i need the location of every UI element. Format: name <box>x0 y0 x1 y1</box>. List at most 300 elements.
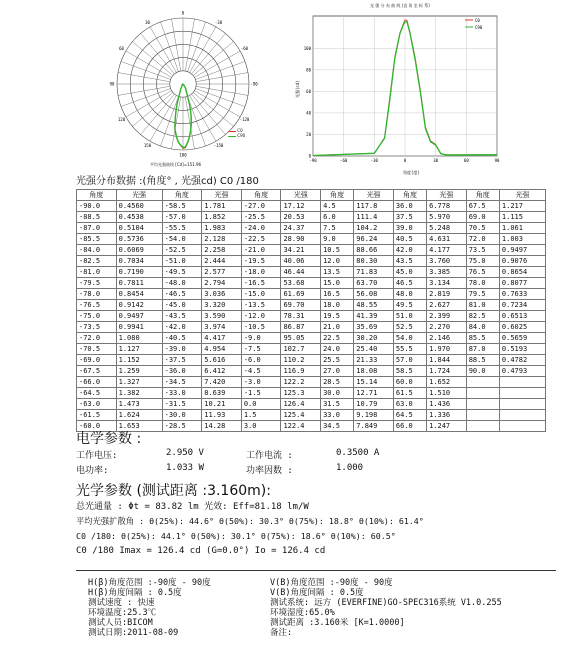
angle-cell: -1.5 <box>241 388 281 399</box>
angle-cell: -28.5 <box>162 421 202 432</box>
intensity-cell: 80.30 <box>354 256 394 267</box>
intensity-cell: 1.983 <box>202 223 242 234</box>
intensity-cell: 0.7034 <box>116 256 162 267</box>
column-header: 光强 <box>499 190 545 201</box>
intensity-cell <box>499 410 545 421</box>
intensity-cell: 56.08 <box>354 289 394 300</box>
angle-cell: -58.5 <box>162 201 202 212</box>
intensity-cell: 1.115 <box>499 212 545 223</box>
angle-cell: 69.0 <box>466 212 499 223</box>
intensity-cell: 4.417 <box>202 333 242 344</box>
intensity-cell: 1.327 <box>116 377 162 388</box>
intensity-cell: 1.003 <box>499 234 545 245</box>
angle-cell: 87.0 <box>466 344 499 355</box>
polar-spoke <box>195 89 245 107</box>
optical-title: 光学参数 (测试距离 :3.160m): <box>76 483 271 499</box>
intensity-cell: 4.631 <box>427 234 467 245</box>
intensity-cell: 2.258 <box>202 245 242 256</box>
intensity-cell: 0.5736 <box>116 234 162 245</box>
polar-spoke <box>194 51 240 77</box>
y-tick-label: 0 <box>308 153 311 159</box>
x-axis-label: 角度(度) <box>403 170 420 175</box>
angle-cell: 88.5 <box>466 355 499 366</box>
y-tick-label: 40 <box>306 110 311 116</box>
angle-cell: 46.5 <box>393 278 426 289</box>
column-header: 光强 <box>427 190 467 201</box>
polar-angle-label: 150 <box>143 142 152 148</box>
intensity-cell: 25.40 <box>354 344 394 355</box>
angle-cell <box>466 377 499 388</box>
angle-cell: 9.0 <box>321 234 354 245</box>
angle-cell: 10.5 <box>321 245 354 256</box>
angle-cell: 72.0 <box>466 234 499 245</box>
intensity-cell: 1.970 <box>427 344 467 355</box>
column-header: 角度 <box>321 190 354 201</box>
intensity-cell: 15.14 <box>354 377 394 388</box>
angle-cell: 79.5 <box>466 289 499 300</box>
table-row <box>77 201 546 212</box>
intensity-cell: 2.399 <box>427 311 467 322</box>
intensity-cell: 48.55 <box>354 300 394 311</box>
angle-cell: 52.5 <box>393 322 426 333</box>
angle-cell <box>466 410 499 421</box>
table-row <box>77 322 546 333</box>
footer-left <box>88 578 211 638</box>
intensity-cell: 116.9 <box>281 366 321 377</box>
power-label: 电功率: <box>76 466 109 476</box>
angle-cell: 19.5 <box>321 311 354 322</box>
intensity-cell: 2.577 <box>202 267 242 278</box>
angle-cell: -43.5 <box>162 311 202 322</box>
polar-spoke <box>121 61 171 79</box>
table-row <box>77 300 546 311</box>
angle-cell: -85.5 <box>77 234 117 245</box>
current-value: 0.3500 A <box>336 448 380 458</box>
intensity-cell: 110.2 <box>281 355 321 366</box>
intensity-cell: 0.9497 <box>116 311 162 322</box>
angle-cell: 84.0 <box>466 322 499 333</box>
intensity-cell <box>499 377 545 388</box>
angle-cell: -76.5 <box>77 300 117 311</box>
intensity-cell: 4.177 <box>427 245 467 256</box>
footer-distance: 测试距离 :3.160米 [K=1.0000] <box>270 618 405 628</box>
intensity-cell <box>499 421 545 432</box>
angle-cell: -63.0 <box>77 399 117 410</box>
intensity-cell: 0.9076 <box>499 256 545 267</box>
polar-spoke <box>150 95 176 141</box>
optical-beam-angle-avg: 平均光强扩散角 : θ(25%): 44.6° θ(50%): 30.3° θ(75%): 18.8° θ(10%): 61.4° <box>76 516 424 526</box>
angle-cell: -60.0 <box>77 421 117 432</box>
intensity-cell: 0.9142 <box>116 300 162 311</box>
polar-angle-label: 60 <box>119 46 124 51</box>
polar-spoke <box>118 86 170 95</box>
table-row <box>77 267 546 278</box>
intensity-cell: 7.420 <box>202 377 242 388</box>
intensity-cell: 2.794 <box>202 278 242 289</box>
intensity-cell: 3.320 <box>202 300 242 311</box>
angle-cell: 15.0 <box>321 278 354 289</box>
intensity-cell: 1.852 <box>202 212 242 223</box>
intensity-table <box>76 189 546 432</box>
angle-cell: 57.0 <box>393 355 426 366</box>
angle-cell: -66.0 <box>77 377 117 388</box>
angle-cell: 64.5 <box>393 410 426 421</box>
polar-spoke <box>185 19 194 71</box>
optical-flux-line: 总光通量 : Φt = 83.82 lm 光效: Eff=81.18 lm/W <box>76 502 309 512</box>
intensity-cell: 1.247 <box>427 421 467 432</box>
angle-cell: -42.0 <box>162 322 202 333</box>
angle-cell: -9.0 <box>241 333 281 344</box>
polar-spoke <box>194 91 240 117</box>
angle-cell: 31.5 <box>321 399 354 410</box>
angle-cell: -78.0 <box>77 289 117 300</box>
intensity-cell: 5.616 <box>202 355 242 366</box>
voltage-label: 工作电压: <box>76 451 118 461</box>
intensity-cell: 3.385 <box>427 267 467 278</box>
angle-cell: -16.5 <box>241 278 281 289</box>
intensity-cell: 28.90 <box>281 234 321 245</box>
power-value: 1.033 W <box>166 463 204 473</box>
footer-right <box>270 578 502 638</box>
cartesian-chart <box>295 8 505 178</box>
angle-cell: 4.5 <box>321 201 354 212</box>
column-header: 角度 <box>241 190 281 201</box>
footer-date: 测试日期:2011-08-09 <box>88 628 179 638</box>
footer-v-step: V(B)角度间隔 : 0.5度 <box>270 588 364 598</box>
angle-cell: 7.5 <box>321 223 354 234</box>
angle-cell: -46.5 <box>162 289 202 300</box>
intensity-cell: 86.87 <box>281 322 321 333</box>
polar-spoke <box>196 86 248 95</box>
intensity-cell: 1.653 <box>116 421 162 432</box>
intensity-cell: 125.4 <box>281 410 321 421</box>
angle-cell: -88.5 <box>77 212 117 223</box>
intensity-cell: 46.44 <box>281 267 321 278</box>
intensity-cell: 125.3 <box>281 388 321 399</box>
intensity-cell: 34.21 <box>281 245 321 256</box>
table-row <box>77 256 546 267</box>
intensity-cell: 10.21 <box>202 399 242 410</box>
polar-spoke <box>121 89 171 107</box>
angle-cell: -24.0 <box>241 223 281 234</box>
polar-spoke <box>132 42 172 76</box>
angle-cell: 42.0 <box>393 245 426 256</box>
legend-c0: C0 <box>475 18 480 23</box>
footer-operator: 测试人员:BICOM <box>88 618 153 628</box>
x-tick-label: 0 <box>403 158 407 163</box>
column-header: 光强 <box>202 190 242 201</box>
angle-cell: -10.5 <box>241 322 281 333</box>
cartesian-ticks <box>304 46 500 163</box>
intensity-cell: 71.83 <box>354 267 394 278</box>
angle-cell: 66.0 <box>393 421 426 432</box>
intensity-cell: 1.510 <box>427 388 467 399</box>
angle-cell: -75.0 <box>77 311 117 322</box>
angle-cell: -70.5 <box>77 344 117 355</box>
angle-cell: -54.0 <box>162 234 202 245</box>
intensity-cell: 1.436 <box>427 399 467 410</box>
angle-cell: 13.5 <box>321 267 354 278</box>
angle-cell <box>466 421 499 432</box>
intensity-cell: 5.248 <box>427 223 467 234</box>
intensity-cell: 0.9941 <box>116 322 162 333</box>
angle-cell: -57.0 <box>162 212 202 223</box>
angle-cell: -79.5 <box>77 278 117 289</box>
polar-spoke <box>195 61 245 79</box>
angle-cell: -51.0 <box>162 256 202 267</box>
footer-speed: 测试速度 : 快速 <box>88 598 155 608</box>
polar-angle-label: -120 <box>239 117 250 122</box>
intensity-cell <box>499 399 545 410</box>
angle-cell: -48.0 <box>162 278 202 289</box>
intensity-cell: 11.93 <box>202 410 242 421</box>
intensity-cell: 14.28 <box>202 421 242 432</box>
footer-temperature: 环境温度:25.3℃ <box>88 608 157 618</box>
intensity-cell: 18.08 <box>354 366 394 377</box>
intensity-cell: 104.2 <box>354 223 394 234</box>
angle-cell: 6.0 <box>321 212 354 223</box>
angle-cell: 28.5 <box>321 377 354 388</box>
angle-cell: 37.5 <box>393 212 426 223</box>
intensity-cell: 96.24 <box>354 234 394 245</box>
angle-cell: 0.0 <box>241 399 281 410</box>
table-row <box>77 311 546 322</box>
angle-cell: 1.5 <box>241 410 281 421</box>
polar-spoke <box>193 92 233 126</box>
table-row <box>77 212 546 223</box>
polar-spoke <box>188 22 206 72</box>
intensity-cell: 0.9497 <box>499 245 545 256</box>
intensity-cell: 6.412 <box>202 366 242 377</box>
intensity-cell: 0.6513 <box>499 311 545 322</box>
intensity-cell: 88.66 <box>354 245 394 256</box>
polar-spoke <box>191 94 225 134</box>
footer-humidity: 环境湿度:65.0% <box>270 608 335 618</box>
polar-angle-label: -30 <box>214 20 223 26</box>
angle-cell: -87.0 <box>77 223 117 234</box>
intensity-cell: 2.146 <box>427 333 467 344</box>
electrical-title: 电学参数 : <box>76 431 142 447</box>
angle-cell: -72.0 <box>77 333 117 344</box>
angle-cell: -37.5 <box>162 355 202 366</box>
intensity-cell: 1.127 <box>116 344 162 355</box>
angle-cell: -13.5 <box>241 300 281 311</box>
intensity-cell: 0.6025 <box>499 322 545 333</box>
pf-value: 1.000 <box>336 463 364 473</box>
intensity-cell: 0.7633 <box>499 289 545 300</box>
intensity-cell: 7.849 <box>354 421 394 432</box>
intensity-cell: 69.70 <box>281 300 321 311</box>
intensity-cell: 17.12 <box>281 201 321 212</box>
intensity-cell: 0.7811 <box>116 278 162 289</box>
table-row <box>77 399 546 410</box>
angle-cell: -45.0 <box>162 300 202 311</box>
column-header: 角度 <box>162 190 202 201</box>
angle-cell: 36.0 <box>393 201 426 212</box>
intensity-cell: 21.33 <box>354 355 394 366</box>
angle-cell: 82.5 <box>466 311 499 322</box>
intensity-cell: 0.7190 <box>116 267 162 278</box>
intensity-cell: 63.70 <box>354 278 394 289</box>
polar-caption: 平均光强曲线 [Cd]=151.96 <box>150 162 202 167</box>
table-row <box>77 333 546 344</box>
angle-cell: -49.5 <box>162 267 202 278</box>
intensity-cell: 126.4 <box>281 399 321 410</box>
angle-cell: 61.5 <box>393 388 426 399</box>
footer-remark: 备注: <box>270 628 293 638</box>
angle-cell: 16.5 <box>321 289 354 300</box>
angle-cell: 45.0 <box>393 267 426 278</box>
intensity-cell: 95.05 <box>281 333 321 344</box>
angle-cell: -36.0 <box>162 366 202 377</box>
angle-cell: 49.5 <box>393 300 426 311</box>
intensity-cell: 1.152 <box>116 355 162 366</box>
intensity-cell: 0.7234 <box>499 300 545 311</box>
angle-cell: 78.0 <box>466 278 499 289</box>
angle-cell: 18.0 <box>321 300 354 311</box>
angle-cell: -69.0 <box>77 355 117 366</box>
polar-spoke <box>118 73 170 82</box>
polar-spoke <box>126 51 172 77</box>
y-tick-label: 20 <box>306 131 311 137</box>
intensity-cell: 1.473 <box>116 399 162 410</box>
intensity-cell: 1.652 <box>427 377 467 388</box>
polar-spoke <box>190 95 216 141</box>
intensity-cell: 1.336 <box>427 410 467 421</box>
intensity-cell: 0.5659 <box>499 333 545 344</box>
polar-spoke <box>141 33 175 73</box>
intensity-cell: 40.06 <box>281 256 321 267</box>
x-tick-label: 60 <box>463 158 469 163</box>
intensity-cell: 0.5193 <box>499 344 545 355</box>
intensity-cell: 8.639 <box>202 388 242 399</box>
intensity-cell: 20.53 <box>281 212 321 223</box>
angle-cell: 12.0 <box>321 256 354 267</box>
intensity-cell: 117.8 <box>354 201 394 212</box>
angle-cell: 60.0 <box>393 377 426 388</box>
angle-cell: -21.0 <box>241 245 281 256</box>
footer-h-step: H(β)角度间隔 : 0.5度 <box>88 588 182 598</box>
polar-legend-c90: C90 <box>237 133 246 138</box>
angle-cell: 21.0 <box>321 322 354 333</box>
angle-cell: -84.0 <box>77 245 117 256</box>
intensity-cell: 3.590 <box>202 311 242 322</box>
table-row <box>77 234 546 245</box>
angle-cell: 27.0 <box>321 366 354 377</box>
polar-angle-label: -90 <box>250 81 258 87</box>
column-header: 角度 <box>393 190 426 201</box>
cartesian-title: 光 强 分 布 曲 线 (直 角 坐 标 系) <box>370 3 430 8</box>
angle-cell: 40.5 <box>393 234 426 245</box>
angle-cell: -27.0 <box>241 201 281 212</box>
polar-spoke <box>193 42 233 76</box>
angle-cell: -6.0 <box>241 355 281 366</box>
footer-h-range: H(β)角度范围 :-90度 - 90度 <box>88 578 211 588</box>
polar-legend-c0: C0 <box>237 128 243 133</box>
angle-cell: 43.5 <box>393 256 426 267</box>
angle-cell: 63.0 <box>393 399 426 410</box>
table-row <box>77 278 546 289</box>
intensity-cell: 3.036 <box>202 289 242 300</box>
polar-spoke <box>126 91 172 117</box>
angle-cell: 48.0 <box>393 289 426 300</box>
angle-cell: -19.5 <box>241 256 281 267</box>
polar-angle-label: -60 <box>240 46 249 51</box>
intensity-cell: 2.819 <box>427 289 467 300</box>
intensity-cell: 3.760 <box>427 256 467 267</box>
polar-spoke <box>196 73 248 82</box>
angle-cell: -18.0 <box>241 267 281 278</box>
polar-legend <box>228 128 245 138</box>
x-tick-label: 90 <box>494 158 500 163</box>
angle-cell: -52.5 <box>162 245 202 256</box>
intensity-cell: 111.4 <box>354 212 394 223</box>
polar-spoke <box>160 22 178 72</box>
angle-cell: 24.0 <box>321 344 354 355</box>
angle-cell: 30.0 <box>321 388 354 399</box>
table-row <box>77 410 546 421</box>
angle-cell: -30.0 <box>162 410 202 421</box>
footer-v-range: V(B)角度范围 :-90度 - 90度 <box>270 578 393 588</box>
column-header: 光强 <box>281 190 321 201</box>
angle-cell: -39.0 <box>162 344 202 355</box>
table-row <box>77 366 546 377</box>
polar-spoke <box>150 27 176 73</box>
intensity-cell: 2.128 <box>202 234 242 245</box>
angle-cell: -7.5 <box>241 344 281 355</box>
angle-cell <box>466 388 499 399</box>
intensity-cell: 78.31 <box>281 311 321 322</box>
intensity-cell: 4.954 <box>202 344 242 355</box>
angle-cell: 25.5 <box>321 355 354 366</box>
angle-cell: 76.5 <box>466 267 499 278</box>
intensity-cell: 3.134 <box>427 278 467 289</box>
angle-cell: -33.0 <box>162 388 202 399</box>
x-tick-label: -60 <box>340 158 348 163</box>
polar-angle-label: 0 <box>181 10 185 16</box>
table-row <box>77 223 546 234</box>
intensity-cell: 2.444 <box>202 256 242 267</box>
intensity-cell: 122.2 <box>281 377 321 388</box>
intensity-cell: 1.217 <box>499 201 545 212</box>
angle-cell: -73.5 <box>77 322 117 333</box>
angle-cell: 51.0 <box>393 311 426 322</box>
cartesian-legend <box>465 18 483 30</box>
angle-cell: 73.5 <box>466 245 499 256</box>
intensity-cell: 0.6069 <box>116 245 162 256</box>
table-row <box>77 344 546 355</box>
intensity-cell: 1.382 <box>116 388 162 399</box>
y-tick-label: 60 <box>306 88 311 94</box>
intensity-cell: 24.37 <box>281 223 321 234</box>
intensity-cell: 0.5104 <box>116 223 162 234</box>
angle-cell: 3.0 <box>241 421 281 432</box>
angle-cell: -3.0 <box>241 377 281 388</box>
polar-spoke <box>190 27 216 73</box>
angle-cell: 75.0 <box>466 256 499 267</box>
intensity-cell: 0.4793 <box>499 366 545 377</box>
angle-cell: 58.5 <box>393 366 426 377</box>
angle-cell: 39.0 <box>393 223 426 234</box>
polar-angle-label: 180 <box>179 152 187 158</box>
polar-spoke <box>188 96 206 146</box>
legend-c90: C90 <box>475 25 483 30</box>
angle-cell: -55.5 <box>162 223 202 234</box>
x-tick-label: 30 <box>433 158 439 163</box>
table-row <box>77 388 546 399</box>
angle-cell: 81.0 <box>466 300 499 311</box>
angle-cell: -25.5 <box>241 212 281 223</box>
